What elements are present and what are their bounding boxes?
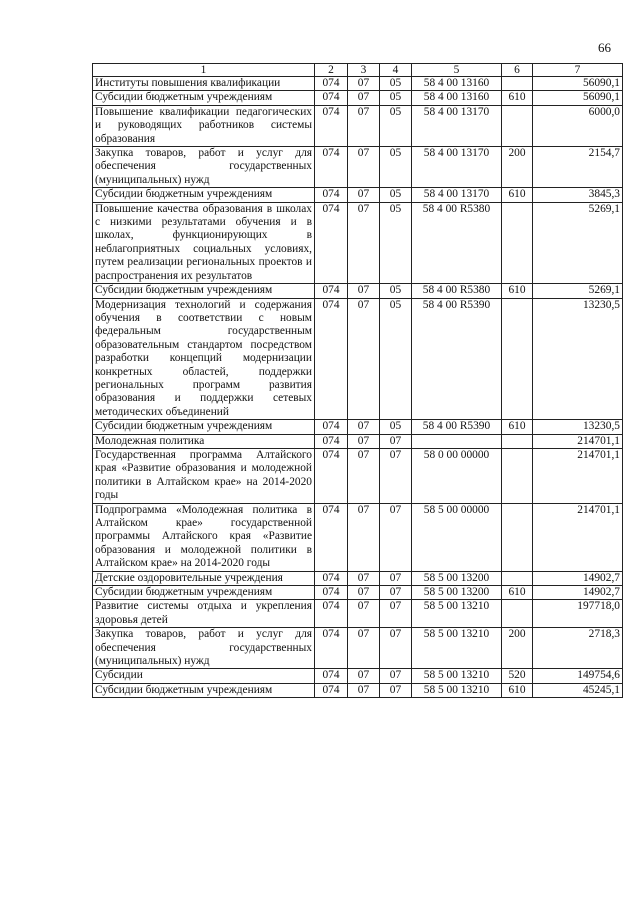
row-amount: 2718,3: [533, 628, 623, 669]
row-subsection: 07: [380, 586, 412, 600]
row-subsection: 05: [380, 284, 412, 298]
row-section: 07: [348, 202, 380, 283]
row-target-article: 58 5 00 13210: [412, 600, 502, 628]
table-row: [93, 91, 623, 105]
row-target-article: 58 4 00 13170: [412, 188, 502, 202]
row-section: 07: [348, 298, 380, 420]
row-section: 07: [348, 571, 380, 585]
row-department: 074: [315, 503, 348, 571]
row-section: 07: [348, 628, 380, 669]
row-section: 07: [348, 448, 380, 503]
row-name: Повышение квалификации педагогических и руководящих работников системы образования: [93, 105, 315, 146]
row-amount: 214701,1: [533, 448, 623, 503]
column-header: 4: [380, 64, 412, 77]
row-section: 07: [348, 147, 380, 188]
row-department: 074: [315, 77, 348, 91]
row-department: 074: [315, 600, 348, 628]
row-expense-type: [502, 105, 533, 146]
row-amount: 149754,6: [533, 669, 623, 683]
row-expense-type: 610: [502, 683, 533, 697]
table-row: [93, 586, 623, 600]
row-expense-type: [502, 202, 533, 283]
row-name: Институты повышения квалификации: [93, 77, 315, 91]
row-name: Развитие системы отдыха и укрепления здоровья детей: [93, 600, 315, 628]
table-row: [93, 298, 623, 420]
row-name: Подпрограмма «Молодежная политика в Алтайском крае» государственной программы Алтайского края «Развитие образования и молодежной политики в Алтайском крае» на 2014-2020 годы: [93, 503, 315, 571]
row-name: Государственная программа Алтайского края «Развитие образования и молодежной политики в Алтайском крае» на 2014-2020 годы: [93, 448, 315, 503]
row-amount: 6000,0: [533, 105, 623, 146]
table-row: [93, 202, 623, 283]
table-row: [93, 434, 623, 448]
row-section: 07: [348, 420, 380, 434]
row-section: 07: [348, 669, 380, 683]
row-subsection: 07: [380, 571, 412, 585]
row-amount: 13230,5: [533, 298, 623, 420]
row-subsection: 07: [380, 434, 412, 448]
row-department: 074: [315, 571, 348, 585]
row-target-article: 58 4 00 R5380: [412, 202, 502, 283]
row-name: Повышение качества образования в школах с низкими результатами обучения и в школах, функционирующих в неблагоприятных социальных условиях, путем реализации региональных проектов и распространения их результатов: [93, 202, 315, 283]
row-expense-type: 610: [502, 586, 533, 600]
row-name: Закупка товаров, работ и услуг для обеспечения государственных (муниципальных) нужд: [93, 147, 315, 188]
header-row: [93, 64, 623, 77]
row-target-article: 58 5 00 13210: [412, 683, 502, 697]
row-name: Субсидии бюджетным учреждениям: [93, 284, 315, 298]
row-section: 07: [348, 586, 380, 600]
row-name: Субсидии бюджетным учреждениям: [93, 683, 315, 697]
table-row: [93, 77, 623, 91]
table-row: [93, 628, 623, 669]
table-row: [93, 147, 623, 188]
row-section: 07: [348, 683, 380, 697]
column-header: 3: [348, 64, 380, 77]
column-header: 5: [412, 64, 502, 77]
row-target-article: 58 0 00 00000: [412, 448, 502, 503]
row-department: 074: [315, 298, 348, 420]
row-section: 07: [348, 600, 380, 628]
table-row: [93, 571, 623, 585]
table-row: [93, 683, 623, 697]
table-row: [93, 600, 623, 628]
row-department: 074: [315, 188, 348, 202]
row-name: Субсидии: [93, 669, 315, 683]
row-department: 074: [315, 683, 348, 697]
row-department: 074: [315, 420, 348, 434]
row-amount: 14902,7: [533, 571, 623, 585]
row-subsection: 07: [380, 669, 412, 683]
row-expense-type: [502, 298, 533, 420]
column-header: 7: [533, 64, 623, 77]
row-department: 074: [315, 147, 348, 188]
row-expense-type: 200: [502, 628, 533, 669]
row-expense-type: 610: [502, 91, 533, 105]
row-department: 074: [315, 105, 348, 146]
table-row: [93, 188, 623, 202]
row-amount: 214701,1: [533, 503, 623, 571]
row-subsection: 05: [380, 420, 412, 434]
row-department: 074: [315, 434, 348, 448]
row-amount: 3845,3: [533, 188, 623, 202]
row-name: Субсидии бюджетным учреждениям: [93, 586, 315, 600]
row-subsection: 05: [380, 188, 412, 202]
row-target-article: 58 4 00 R5390: [412, 420, 502, 434]
row-subsection: 07: [380, 503, 412, 571]
row-expense-type: [502, 77, 533, 91]
row-target-article: 58 5 00 00000: [412, 503, 502, 571]
row-department: 074: [315, 586, 348, 600]
row-amount: 56090,1: [533, 91, 623, 105]
row-department: 074: [315, 448, 348, 503]
row-expense-type: [502, 448, 533, 503]
row-name: Субсидии бюджетным учреждениям: [93, 188, 315, 202]
row-amount: 13230,5: [533, 420, 623, 434]
row-amount: 5269,1: [533, 202, 623, 283]
table-row: [93, 503, 623, 571]
row-expense-type: [502, 571, 533, 585]
row-target-article: 58 5 00 13200: [412, 586, 502, 600]
table-row: [93, 448, 623, 503]
row-section: 07: [348, 77, 380, 91]
row-subsection: 07: [380, 448, 412, 503]
row-expense-type: 610: [502, 284, 533, 298]
row-amount: 197718,0: [533, 600, 623, 628]
budget-table: [92, 63, 623, 698]
row-target-article: 58 4 00 13170: [412, 105, 502, 146]
row-expense-type: 200: [502, 147, 533, 188]
row-amount: 45245,1: [533, 683, 623, 697]
row-subsection: 07: [380, 683, 412, 697]
row-subsection: 05: [380, 147, 412, 188]
row-name: Закупка товаров, работ и услуг для обеспечения государственных (муниципальных) нужд: [93, 628, 315, 669]
row-subsection: 05: [380, 202, 412, 283]
column-header: 6: [502, 64, 533, 77]
row-department: 074: [315, 202, 348, 283]
row-expense-type: [502, 503, 533, 571]
row-name: Субсидии бюджетным учреждениям: [93, 420, 315, 434]
row-target-article: 58 5 00 13210: [412, 628, 502, 669]
row-section: 07: [348, 91, 380, 105]
table-row: [93, 420, 623, 434]
row-section: 07: [348, 284, 380, 298]
row-target-article: 58 5 00 13210: [412, 669, 502, 683]
row-subsection: 07: [380, 600, 412, 628]
row-target-article: 58 4 00 13160: [412, 77, 502, 91]
row-department: 074: [315, 91, 348, 105]
row-section: 07: [348, 188, 380, 202]
table-row: [93, 669, 623, 683]
row-target-article: 58 5 00 13200: [412, 571, 502, 585]
row-target-article: 58 4 00 13160: [412, 91, 502, 105]
row-amount: 14902,7: [533, 586, 623, 600]
row-amount: 5269,1: [533, 284, 623, 298]
column-header: 1: [93, 64, 315, 77]
row-department: 074: [315, 284, 348, 298]
row-name: Детские оздоровительные учреждения: [93, 571, 315, 585]
page-number: 66: [598, 40, 611, 55]
table-row: [93, 284, 623, 298]
row-expense-type: [502, 600, 533, 628]
row-subsection: 05: [380, 77, 412, 91]
row-section: 07: [348, 503, 380, 571]
row-amount: 56090,1: [533, 77, 623, 91]
row-section: 07: [348, 434, 380, 448]
row-subsection: 05: [380, 298, 412, 420]
table-row: [93, 105, 623, 146]
row-amount: 214701,1: [533, 434, 623, 448]
row-target-article: [412, 434, 502, 448]
row-expense-type: [502, 434, 533, 448]
row-target-article: 58 4 00 R5380: [412, 284, 502, 298]
row-section: 07: [348, 105, 380, 146]
row-name: Модернизация технологий и содержания обучения в соответствии с новым федеральным государственным образовательным стандартом посредством разработки концепций модернизации конкретных областей, поддержки региональных программ развития образования и поддержки сетевых методических объединений: [93, 298, 315, 420]
row-amount: 2154,7: [533, 147, 623, 188]
row-subsection: 05: [380, 91, 412, 105]
row-target-article: 58 4 00 13170: [412, 147, 502, 188]
row-department: 074: [315, 669, 348, 683]
row-expense-type: 520: [502, 669, 533, 683]
row-subsection: 05: [380, 105, 412, 146]
row-target-article: 58 4 00 R5390: [412, 298, 502, 420]
row-name: Молодежная политика: [93, 434, 315, 448]
row-department: 074: [315, 628, 348, 669]
column-header: 2: [315, 64, 348, 77]
row-expense-type: 610: [502, 420, 533, 434]
row-subsection: 07: [380, 628, 412, 669]
row-expense-type: 610: [502, 188, 533, 202]
row-name: Субсидии бюджетным учреждениям: [93, 91, 315, 105]
